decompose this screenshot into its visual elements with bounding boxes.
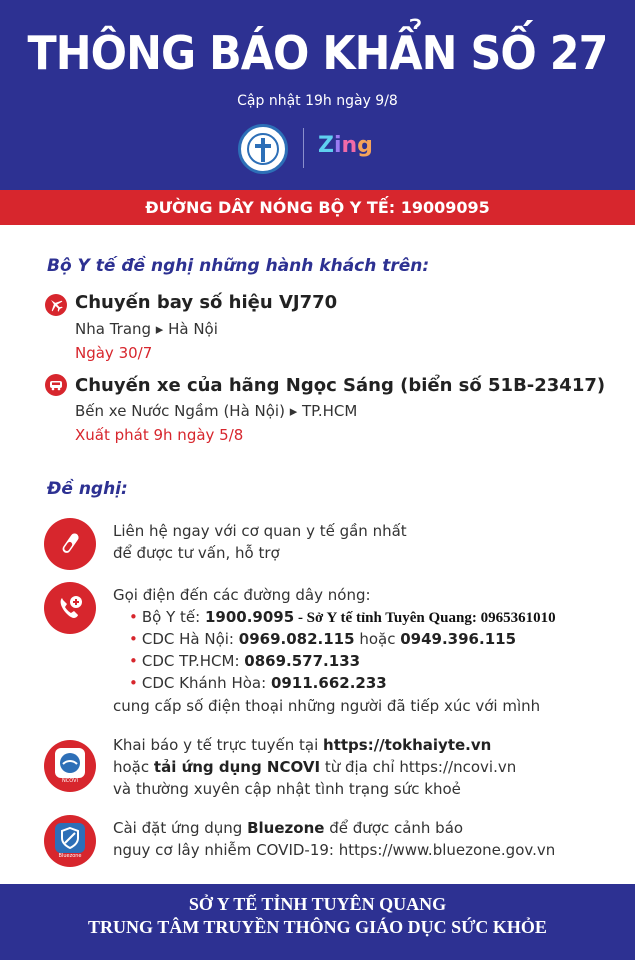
- rec4-line1: Cài đặt ứng dụng Bluezone để được cảnh báo: [113, 819, 464, 837]
- rec2-outro: cung cấp số điện thoại những người đã tiếp xúc với mình: [113, 697, 541, 715]
- notice-title: THÔNG BÁO KHẨN SỐ 27: [27, 26, 608, 80]
- bus-title: Chuyến xe của hãng Ngọc Sáng (biển số 51B-23417): [75, 375, 606, 396]
- rec3-line1: Khai báo y tế trực tuyến tại https://tokhaiyte.vn: [113, 736, 492, 754]
- rec1-line2: để được tư vấn, hỗ trợ: [113, 544, 280, 562]
- plane-icon: [45, 294, 67, 316]
- bus-route: Bến xe Nước Ngầm (Hà Nội) ▸ TP.HCM: [75, 402, 358, 420]
- logo-divider: [303, 128, 304, 168]
- test-tube-icon: [44, 518, 96, 570]
- flight-title: Chuyến bay số hiệu VJ770: [75, 292, 338, 313]
- bus-date: Xuất phát 9h ngày 5/8: [75, 426, 244, 444]
- intro-heading: Bộ Y tế đề nghị những hành khách trên:: [47, 256, 430, 276]
- bluezone-app-icon: Bluezone: [44, 815, 96, 867]
- footer-line2: TRUNG TÂM TRUYỀN THÔNG GIÁO DỤC SỨC KHỎE: [88, 917, 547, 937]
- zing-logo: Zing: [318, 133, 373, 158]
- rec3-line2: hoặc tải ứng dụng NCOVI từ địa chỉ https://ncovi.vn: [113, 758, 517, 776]
- ncovi-app-icon: NCOVI: [44, 740, 96, 792]
- recommend-heading: Đề nghị:: [47, 479, 128, 499]
- rec4-line2: nguy cơ lây nhiễm COVID-19: https://www.bluezone.gov.vn: [113, 841, 556, 859]
- ministry-of-health-logo-icon: [238, 124, 288, 174]
- hotline-moh: • Bộ Y tế: 1900.9095 - Sở Y tế tỉnh Tuyên Quang: 0965361010: [129, 608, 556, 626]
- tokhaiyte-link[interactable]: https://tokhaiyte.vn: [323, 736, 492, 754]
- footer-line1: SỞ Y TẾ TỈNH TUYÊN QUANG: [188, 894, 447, 914]
- rec3-line3: và thường xuyên cập nhật tình trạng sức khoẻ: [113, 780, 461, 798]
- hotline-cdc-khanhhoa: • CDC Khánh Hòa: 0911.662.233: [129, 674, 387, 692]
- hotline-bar: ĐƯỜNG DÂY NÓNG BỘ Y TẾ: 19009095: [0, 190, 635, 225]
- update-time: Cập nhật 19h ngày 9/8: [237, 93, 398, 109]
- footer-banner: [0, 884, 635, 960]
- header-banner: [0, 0, 635, 190]
- flight-date: Ngày 30/7: [75, 344, 153, 362]
- bus-icon: [45, 374, 67, 396]
- rec2-intro: Gọi điện đến các đường dây nóng:: [113, 586, 371, 604]
- flight-route: Nha Trang ▸ Hà Nội: [75, 320, 218, 338]
- hotline-cdc-hcm: • CDC TP.HCM: 0869.577.133: [129, 652, 361, 670]
- tuyen-quang-hotline: - Sở Y tế tỉnh Tuyên Quang: 0965361010: [294, 610, 556, 626]
- hotline-cdc-hanoi: • CDC Hà Nội: 0969.082.115 hoặc 0949.396.115: [129, 630, 517, 648]
- phone-call-icon: [44, 582, 96, 634]
- rec1-line1: Liên hệ ngay với cơ quan y tế gần nhất: [113, 522, 407, 540]
